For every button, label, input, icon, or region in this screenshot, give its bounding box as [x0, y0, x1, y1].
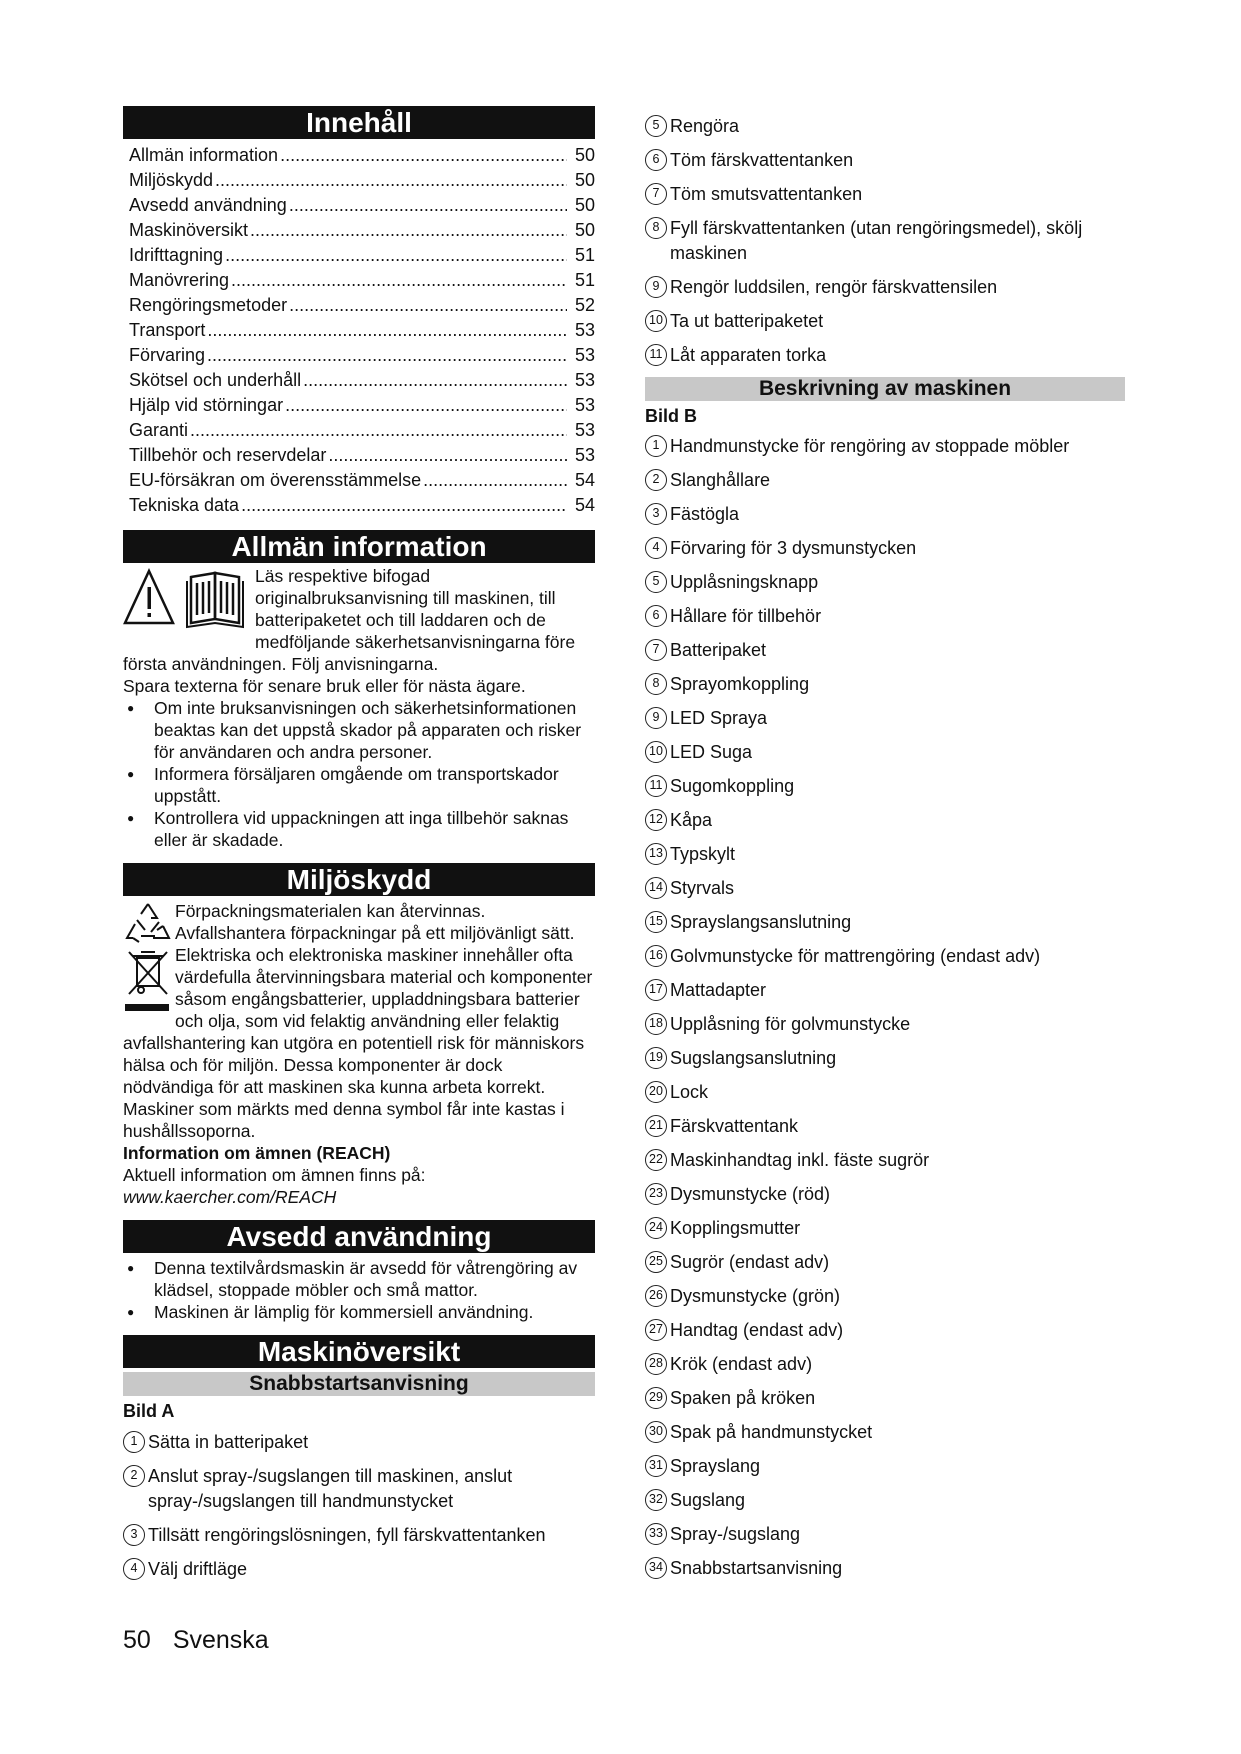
list-item: 31 Sprayslang — [645, 1454, 1125, 1479]
item-number-badge: 18 — [645, 1013, 667, 1035]
list-item: 5 Upplåsningsknapp — [645, 570, 1125, 595]
item-number-badge: 6 — [645, 605, 667, 627]
environment-packaging: Förpackningsmaterialen kan återvinnas. Avfallshantera förpackningar på ett miljövänligt sätt. — [175, 901, 575, 943]
toc-item[interactable]: Idrifttagning ..... 51 — [129, 243, 595, 268]
item-number-badge: 34 — [645, 1557, 667, 1579]
item-number-badge: 33 — [645, 1523, 667, 1545]
list-item: 11 Låt apparaten torka — [645, 343, 1125, 368]
list-item: 3 Fästögla — [645, 502, 1125, 527]
item-number-badge: 19 — [645, 1047, 667, 1069]
toc-item[interactable]: Transport ..... 53 — [129, 318, 595, 343]
item-number-badge: 24 — [645, 1217, 667, 1239]
list-item: 10 Ta ut batteripaketet — [645, 309, 1125, 334]
toc-item[interactable]: Tekniska data ..... 54 — [129, 493, 595, 518]
item-number-badge: 32 — [645, 1489, 667, 1511]
step-number-badge: 8 — [645, 217, 667, 239]
environment-title: Miljöskydd — [123, 863, 595, 896]
list-item: ● Maskinen är lämplig för kommersiell användning. — [123, 1301, 595, 1323]
general-save: Spara texterna för senare bruk eller för nästa ägare. — [123, 676, 526, 696]
list-item: 15 Sprayslangsanslutning — [645, 910, 1125, 935]
step-number-badge: 9 — [645, 276, 667, 298]
item-number-badge: 3 — [645, 503, 667, 525]
list-item: 20 Lock — [645, 1080, 1125, 1105]
item-number-badge: 12 — [645, 809, 667, 831]
list-item: 32 Sugslang — [645, 1488, 1125, 1513]
list-item: 6 Hållare för tillbehör — [645, 604, 1125, 629]
general-intro-block — [123, 565, 595, 697]
general-intro: Läs respektive bifogad originalbruksanvisning till maskinen, till batteripaketet och till laddaren och de medföljande säkerhetsanvisningarna före första användningen. Följ anvisningarna. — [123, 566, 576, 674]
list-item: 2 Anslut spray-/sugslangen till maskinen, anslut spray-/sugslangen till handmunstycket — [123, 1464, 595, 1514]
list-item: 30 Spak på handmunstycket — [645, 1420, 1125, 1445]
item-number-badge: 20 — [645, 1081, 667, 1103]
weee-bin-icon — [129, 952, 167, 994]
reach-heading: Information om ämnen (REACH) — [123, 1143, 391, 1163]
step-number-badge: 5 — [645, 115, 667, 137]
toc-title: Innehåll — [123, 106, 595, 139]
right-column — [645, 114, 1125, 1590]
item-number-badge: 17 — [645, 979, 667, 1001]
list-item: 1 Handmunstycke för rengöring av stoppade möbler — [645, 434, 1125, 459]
page-footer — [123, 1626, 291, 1655]
item-number-badge: 7 — [645, 639, 667, 661]
table-of-contents — [123, 143, 595, 518]
list-item: 8 Sprayomkoppling — [645, 672, 1125, 697]
list-item: 33 Spray-/sugslang — [645, 1522, 1125, 1547]
step-number-badge: 10 — [645, 310, 667, 332]
list-item: 18 Upplåsning för golvmunstycke — [645, 1012, 1125, 1037]
toc-item[interactable]: EU-försäkran om överensstämmelse ..... 54 — [129, 468, 595, 493]
item-number-badge: 16 — [645, 945, 667, 967]
item-number-badge: 29 — [645, 1387, 667, 1409]
footer-language: Svenska — [172, 1626, 269, 1654]
environment-icons — [123, 900, 175, 1030]
toc-item[interactable]: Förvaring ..... 53 — [129, 343, 595, 368]
toc-item[interactable]: Miljöskydd ..... 50 — [129, 168, 595, 193]
step-number-badge: 6 — [645, 149, 667, 171]
list-item: ● Denna textilvårdsmaskin är avsedd för våtrengöring av klädsel, stoppade möbler och små mattor. — [123, 1257, 595, 1301]
list-item: 16 Golvmunstycke för mattrengöring (endast adv) — [645, 944, 1125, 969]
list-item: 26 Dysmunstycke (grön) — [645, 1284, 1125, 1309]
list-item: 22 Maskinhandtag inkl. fäste sugrör — [645, 1148, 1125, 1173]
item-number-badge: 8 — [645, 673, 667, 695]
item-number-badge: 2 — [645, 469, 667, 491]
list-item: 7 Batteripaket — [645, 638, 1125, 663]
toc-item[interactable]: Garanti ..... 53 — [129, 418, 595, 443]
list-item: 3 Tillsätt rengöringslösningen, fyll färskvattentanken — [123, 1523, 595, 1548]
item-number-badge: 27 — [645, 1319, 667, 1341]
warning-and-manual-icons — [123, 565, 253, 635]
toc-item[interactable]: Avsedd användning ..... 50 — [129, 193, 595, 218]
item-number-badge: 10 — [645, 741, 667, 763]
reach-info: Aktuell information om ämnen finns på: www.kaercher.com/REACH — [123, 1165, 426, 1207]
item-number-badge: 1 — [645, 435, 667, 457]
item-number-badge: 4 — [645, 537, 667, 559]
environment-electrical: Elektriska och elektroniska maskiner innehåller ofta värdefulla återvinningsbara material och komponenter såsom engångsbatterier, uppladdningsbara batterier och olja, som vid felaktig användning eller felaktig avfallshantering kan utgöra en potentiell risk för människors hälsa och för miljön. Dessa komponenter är dock nödvändiga för att maskinen ska kunna arbeta korrekt. Maskiner som märkts med denna symbol får inte kastas i hushållssoporna. — [123, 945, 593, 1141]
list-item: 29 Spaken på kröken — [645, 1386, 1125, 1411]
list-item: 10 LED Suga — [645, 740, 1125, 765]
item-number-badge: 15 — [645, 911, 667, 933]
recycle-icon — [127, 904, 169, 942]
list-item: 9 Rengör luddsilen, rengör färskvattensilen — [645, 275, 1125, 300]
step-number-badge: 2 — [123, 1465, 145, 1487]
toc-item[interactable]: Tillbehör och reservdelar ..... 53 — [129, 443, 595, 468]
item-number-badge: 11 — [645, 775, 667, 797]
general-title: Allmän information — [123, 530, 595, 563]
list-item: 2 Slanghållare — [645, 468, 1125, 493]
bild-b-label: Bild B — [645, 406, 697, 426]
item-number-badge: 31 — [645, 1455, 667, 1477]
list-item: ● Informera försäljaren omgående om transportskador uppstått. — [123, 763, 595, 807]
list-item: 21 Färskvattentank — [645, 1114, 1125, 1139]
intended-use-bullets — [123, 1257, 595, 1323]
toc-item[interactable]: Allmän information ..... 50 — [129, 143, 595, 168]
reach-link[interactable]: www.kaercher.com/REACH — [123, 1187, 337, 1207]
list-item: 7 Töm smutsvattentanken — [645, 182, 1125, 207]
step-number-badge: 4 — [123, 1558, 145, 1580]
list-item: 6 Töm färskvattentanken — [645, 148, 1125, 173]
item-number-badge: 22 — [645, 1149, 667, 1171]
description-list — [645, 434, 1125, 1581]
list-item: 9 LED Spraya — [645, 706, 1125, 731]
weee-bar-icon — [125, 1004, 169, 1011]
toc-item[interactable]: Skötsel och underhåll ..... 53 — [129, 368, 595, 393]
toc-item[interactable]: Hjälp vid störningar ..... 53 — [129, 393, 595, 418]
list-item: 1 Sätta in batteripaket — [123, 1430, 595, 1455]
list-item: 23 Dysmunstycke (röd) — [645, 1182, 1125, 1207]
intended-use-title: Avsedd användning — [123, 1220, 595, 1253]
quickstart-title: Snabbstartsanvisning — [123, 1372, 595, 1396]
left-column — [123, 106, 595, 1591]
list-item: 28 Krök (endast adv) — [645, 1352, 1125, 1377]
list-item: 14 Styrvals — [645, 876, 1125, 901]
page-number: 50 — [123, 1626, 151, 1654]
list-item: 17 Mattadapter — [645, 978, 1125, 1003]
list-item: 13 Typskylt — [645, 842, 1125, 867]
list-item: 19 Sugslangsanslutning — [645, 1046, 1125, 1071]
step-number-badge: 7 — [645, 183, 667, 205]
list-item: 24 Kopplingsmutter — [645, 1216, 1125, 1241]
warning-triangle-icon — [123, 565, 253, 631]
item-number-badge: 28 — [645, 1353, 667, 1375]
quickstart-steps-right — [645, 114, 1125, 368]
item-number-badge: 23 — [645, 1183, 667, 1205]
list-item: 34 Snabbstartsanvisning — [645, 1556, 1125, 1581]
list-item: 11 Sugomkoppling — [645, 774, 1125, 799]
item-number-badge: 25 — [645, 1251, 667, 1273]
step-number-badge: 1 — [123, 1431, 145, 1453]
list-item: 4 Förvaring för 3 dysmunstycken — [645, 536, 1125, 561]
environment-block — [123, 900, 595, 1142]
item-number-badge: 5 — [645, 571, 667, 593]
item-number-badge: 26 — [645, 1285, 667, 1307]
list-item: ● Om inte bruksanvisningen och säkerhetsinformationen beaktas kan det uppstå skador på apparaten och risker för användaren och andra personer. — [123, 697, 595, 763]
bild-a-label: Bild A — [123, 1401, 175, 1421]
toc-item[interactable]: Rengöringsmetoder ..... 52 — [129, 293, 595, 318]
manual-book-icon — [187, 573, 243, 627]
list-item: ● Kontrollera vid uppackningen att inga tillbehör saknas eller är skadade. — [123, 807, 595, 851]
list-item: 4 Välj driftläge — [123, 1557, 595, 1582]
item-number-badge: 30 — [645, 1421, 667, 1443]
list-item: 8 Fyll färskvattentanken (utan rengöringsmedel), skölj maskinen — [645, 216, 1125, 266]
item-number-badge: 9 — [645, 707, 667, 729]
item-number-badge: 21 — [645, 1115, 667, 1137]
list-item: 5 Rengöra — [645, 114, 1125, 139]
toc-item[interactable]: Manövrering ..... 51 — [129, 268, 595, 293]
general-bullets — [123, 697, 595, 851]
list-item: 12 Kåpa — [645, 808, 1125, 833]
quickstart-steps-left — [123, 1430, 595, 1582]
overview-title: Maskinöversikt — [123, 1335, 595, 1368]
description-title: Beskrivning av maskinen — [645, 377, 1125, 401]
step-number-badge: 11 — [645, 344, 667, 366]
list-item: 27 Handtag (endast adv) — [645, 1318, 1125, 1343]
step-number-badge: 3 — [123, 1524, 145, 1546]
item-number-badge: 14 — [645, 877, 667, 899]
item-number-badge: 13 — [645, 843, 667, 865]
list-item: 25 Sugrör (endast adv) — [645, 1250, 1125, 1275]
toc-item[interactable]: Maskinöversikt ..... 50 — [129, 218, 595, 243]
